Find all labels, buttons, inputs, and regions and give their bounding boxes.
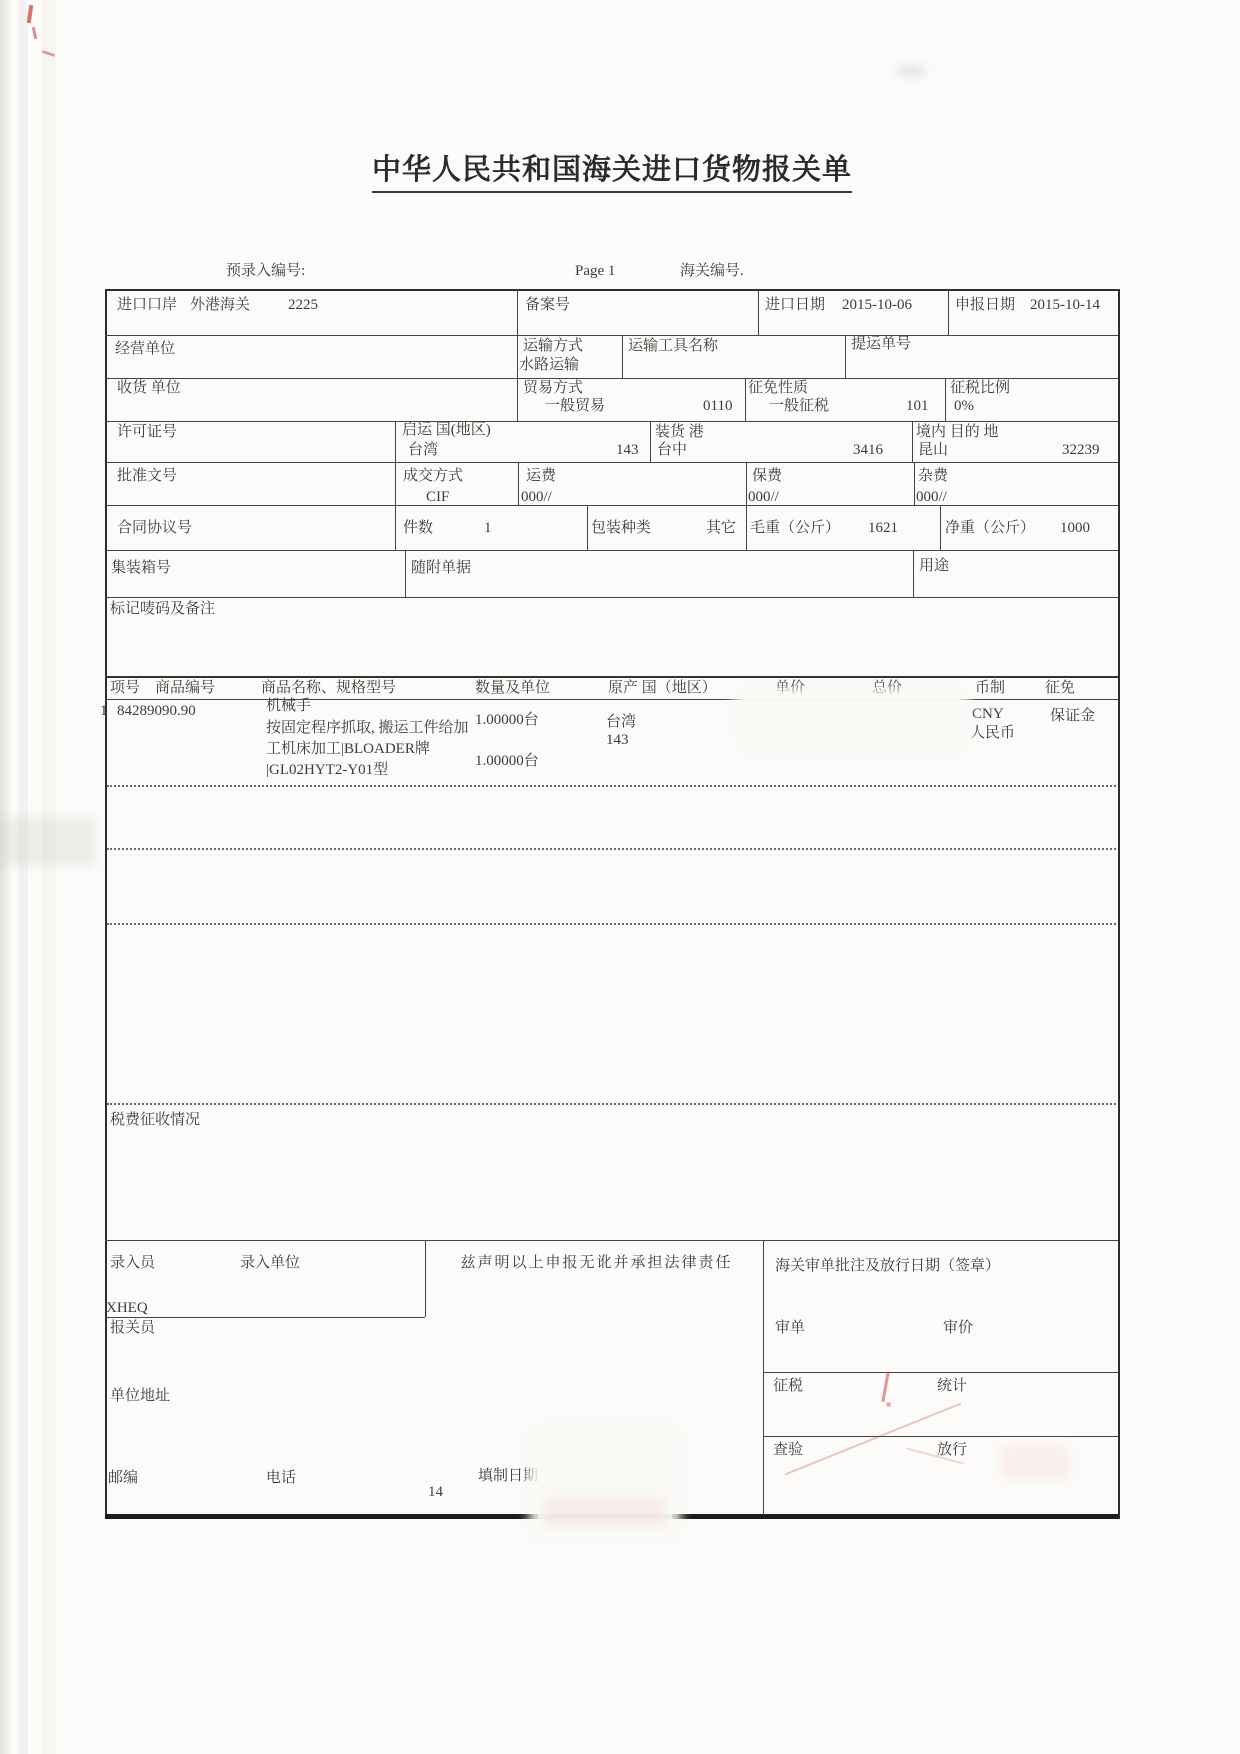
item-currency-code: CNY <box>972 706 1004 722</box>
col-levy-mode: 征免 <box>1045 680 1076 696</box>
contract-no-label: 合同协议号 <box>117 520 193 536</box>
gross-weight-value: 1621 <box>868 520 898 536</box>
tax-collection-label: 税费征收情况 <box>110 1112 201 1128</box>
doc-review-label: 审单 <box>775 1320 806 1336</box>
trade-mode-value: 一般贸易 <box>545 398 606 414</box>
divider <box>913 550 914 597</box>
declare-date-value: 2015-10-14 <box>1030 297 1100 313</box>
divider <box>745 378 746 421</box>
net-weight-label: 净重（公斤） <box>945 520 1036 536</box>
transport-mode-label: 运输方式 <box>523 338 584 354</box>
price-review-label: 审价 <box>943 1320 974 1336</box>
divider <box>940 505 941 550</box>
item-origin-code: 143 <box>606 732 629 748</box>
vehicle-name-label: 运输工具名称 <box>628 338 719 354</box>
divider <box>763 1436 1118 1437</box>
terms-label: 成交方式 <box>403 468 464 484</box>
item-commodity-code: 84289090.90 <box>117 703 196 719</box>
dotted-divider <box>107 848 1116 850</box>
departure-country-label: 启运 国(地区) <box>402 422 491 438</box>
import-port-code: 2225 <box>288 297 318 313</box>
divider <box>763 1372 1118 1373</box>
consignee-label: 收货 单位 <box>117 380 181 396</box>
levy-nature-label: 征免性质 <box>748 380 809 396</box>
pieces-label: 件数 <box>403 520 434 536</box>
pieces-value: 1 <box>484 520 492 536</box>
inspection-label: 查验 <box>773 1442 804 1458</box>
divider <box>518 462 519 505</box>
divider <box>105 699 1118 700</box>
insurance-value: 000// <box>748 489 779 505</box>
operator-label: 经营单位 <box>115 341 176 357</box>
item-name-line3: 工机床加工|BLOADER牌 <box>266 741 430 757</box>
levy-nature-value: 一般征税 <box>769 398 830 414</box>
divider <box>105 378 1118 379</box>
item-name-line4: |GL02HYT2-Y01型 <box>266 762 389 778</box>
import-port-label: 进口口岸 <box>117 297 178 313</box>
divider <box>622 335 623 378</box>
redacted-fill-date <box>538 1430 672 1532</box>
broker-label: 报关员 <box>110 1320 156 1336</box>
scan-streak <box>18 0 28 1754</box>
documents-label: 随附单据 <box>411 560 472 576</box>
tax-ratio-value: 0% <box>954 398 974 414</box>
declaration-statement: 兹声明以上申报无讹并承担法律责任 <box>460 1255 733 1271</box>
sheet-number: 14 <box>428 1484 443 1500</box>
destination-value: 昆山 <box>918 442 949 458</box>
terms-value: CIF <box>426 489 450 505</box>
divider <box>395 421 396 550</box>
divider <box>763 1240 764 1515</box>
phone-label: 电话 <box>266 1470 297 1486</box>
divider <box>587 505 588 550</box>
item-name-line2: 按固定程序抓取, 搬运工件给加 <box>266 720 469 736</box>
release-label: 放行 <box>937 1442 968 1458</box>
misc-fee-value: 000// <box>916 489 947 505</box>
record-no-label: 备案号 <box>525 297 571 313</box>
page-indicator: Page 1 <box>575 263 616 279</box>
departure-country-value: 台湾 <box>408 442 439 458</box>
col-origin: 原产 国（地区） <box>608 680 717 696</box>
divider <box>105 550 1118 551</box>
freight-label: 运费 <box>526 468 557 484</box>
customs-endorsement-label: 海关审单批注及放行日期（签章） <box>775 1258 1001 1274</box>
freight-value: 000// <box>521 489 552 505</box>
packing-label: 包装种类 <box>591 520 652 536</box>
divider <box>105 1240 1118 1241</box>
entry-unit-label: 录入单位 <box>240 1255 301 1271</box>
col-currency: 币制 <box>975 680 1006 696</box>
entry-clerk-value: XHEQ <box>106 1300 148 1316</box>
destination-label: 境内 目的 地 <box>916 424 999 440</box>
divider <box>948 289 949 335</box>
declare-date-label: 申报日期 <box>955 297 1016 313</box>
packing-value: 其它 <box>706 520 737 536</box>
divider <box>105 505 1118 506</box>
col-total-price: 总价 <box>872 680 903 696</box>
col-unit-price: 单价 <box>775 680 806 696</box>
col-name-spec: 商品名称、规格型号 <box>261 680 397 696</box>
transport-mode-value: 水路运输 <box>519 357 580 373</box>
dotted-divider <box>107 1103 1116 1105</box>
insurance-label: 保费 <box>752 468 783 484</box>
divider <box>105 597 1118 598</box>
stats-label: 统计 <box>937 1378 968 1394</box>
scan-streak <box>0 0 12 1754</box>
divider <box>650 421 651 462</box>
approval-no-label: 批准文号 <box>117 468 178 484</box>
tax-label: 征税 <box>773 1378 804 1394</box>
misc-fee-label: 杂费 <box>918 468 949 484</box>
item-no: 1 <box>100 703 108 719</box>
dotted-divider <box>107 785 1116 787</box>
divider <box>912 421 913 462</box>
divider <box>405 550 406 597</box>
col-qty-unit: 数量及单位 <box>475 680 551 696</box>
container-no-label: 集装箱号 <box>111 560 172 576</box>
postcode-label: 邮编 <box>108 1470 139 1486</box>
import-date-value: 2015-10-06 <box>842 297 912 313</box>
divider <box>945 378 946 421</box>
red-pen-mark <box>27 5 33 23</box>
tax-ratio-label: 征税比例 <box>950 380 1011 396</box>
divider <box>746 462 747 550</box>
loading-port-code: 3416 <box>853 442 883 458</box>
bill-no-label: 提运单号 <box>851 336 912 352</box>
red-pen-mark <box>32 27 37 39</box>
fill-date-label: 填制日期 <box>478 1468 539 1484</box>
divider <box>105 1317 425 1318</box>
item-qty-2: 1.00000台 <box>475 753 539 769</box>
divider <box>105 462 1118 463</box>
divider <box>105 421 1118 422</box>
col-commodity-code: 商品编号 <box>155 680 216 696</box>
trade-mode-code: 0110 <box>703 398 733 414</box>
dotted-divider <box>107 923 1116 925</box>
scan-smudge <box>898 68 924 74</box>
scan-smudge <box>0 818 95 866</box>
entry-clerk-label: 录入员 <box>110 1255 156 1271</box>
customs-no-label: 海关编号. <box>680 263 744 279</box>
scan-streak <box>42 0 56 1754</box>
import-date-label: 进口日期 <box>765 297 826 313</box>
import-port-value: 外港海关 <box>190 297 251 313</box>
pre-entry-no-label: 预录入编号: <box>226 263 306 279</box>
unit-address-label: 单位地址 <box>110 1388 171 1404</box>
redacted-price-area <box>742 698 960 742</box>
red-pen-mark <box>42 50 55 57</box>
net-weight-value: 1000 <box>1060 520 1090 536</box>
form-title: 中华人民共和国海关进口货物报关单 <box>372 147 852 193</box>
item-name-line1: 机械手 <box>266 698 312 714</box>
item-origin: 台湾 <box>606 714 637 730</box>
destination-code: 32239 <box>1062 442 1100 458</box>
departure-country-code: 143 <box>616 442 639 458</box>
item-currency-name: 人民币 <box>970 725 1016 741</box>
usage-label: 用途 <box>919 558 950 574</box>
marks-notes-label: 标记唛码及备注 <box>110 601 216 617</box>
divider <box>914 462 915 505</box>
col-item-no: 项号 <box>110 680 141 696</box>
item-levy-mode: 保证金 <box>1050 708 1096 724</box>
loading-port-label: 装货 港 <box>655 424 704 440</box>
goods-table-top-border <box>105 676 1118 678</box>
divider <box>845 335 846 378</box>
levy-nature-code: 101 <box>906 398 929 414</box>
license-no-label: 许可证号 <box>117 424 178 440</box>
divider <box>105 335 1118 336</box>
trade-mode-label: 贸易方式 <box>523 380 584 396</box>
item-qty-1: 1.00000台 <box>475 712 539 728</box>
divider <box>758 289 759 335</box>
gross-weight-label: 毛重（公斤） <box>750 520 841 536</box>
divider <box>425 1240 426 1317</box>
loading-port-value: 台中 <box>657 442 688 458</box>
divider <box>517 289 518 421</box>
